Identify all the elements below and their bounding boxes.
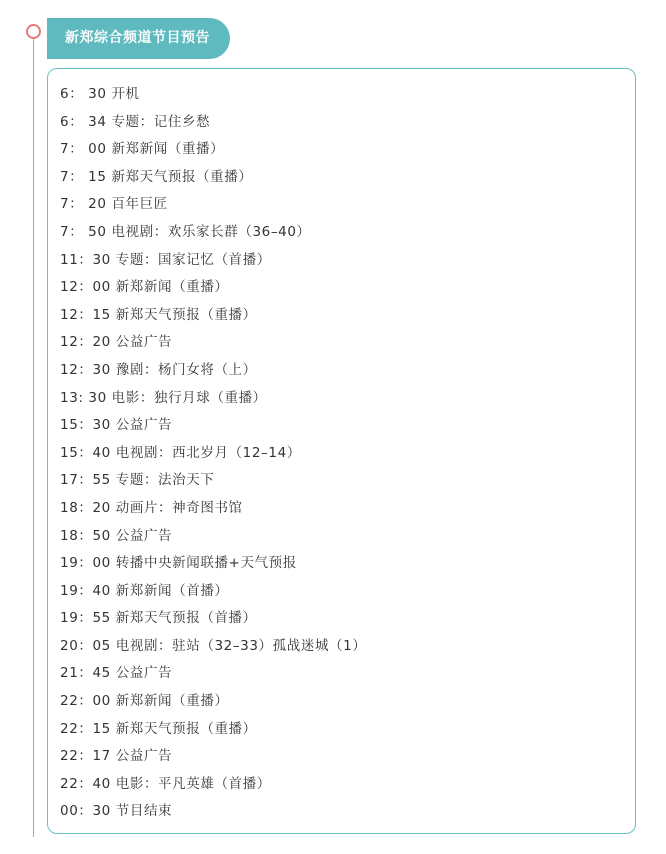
schedule-item: 17：55 专题：法治天下 [60,472,215,489]
schedule-item: 18：50 公益广告 [60,527,173,544]
schedule-item: 12：00 新郑新闻（重播） [60,279,229,296]
page-title: 新郑综合频道节目预告 [47,18,230,59]
schedule-item: 20：05 电视剧：驻站（32–33）孤战迷城（1） [60,637,367,654]
schedule-item: 22：40 电影：平凡英雄（首播） [60,775,271,792]
schedule-item: 22：15 新郑天气预报（重播） [60,720,257,737]
schedule-item: 11：30 专题：国家记忆（首播） [60,251,271,268]
schedule-item: 7： 20 百年巨匠 [60,196,168,213]
schedule-item: 19：00 转播中央新闻联播+天气预报 [60,555,297,572]
schedule-item: 12：30 豫剧：杨门女将（上） [60,361,257,378]
schedule-item: 19：55 新郑天气预报（首播） [60,610,257,627]
schedule-item: 21：45 公益广告 [60,665,173,682]
timeline-line [33,37,34,837]
schedule-item: 7： 00 新郑新闻（重播） [60,141,225,158]
schedule-item: 00：30 节目结束 [60,803,173,820]
schedule-item: 6： 30 开机 [60,86,140,102]
schedule-item: 12：15 新郑天气预报（重播） [60,306,257,323]
schedule-box [47,68,636,834]
schedule-item: 19：40 新郑新闻（首播） [60,582,229,599]
schedule-item: 15：40 电视剧：西北岁月（12–14） [60,444,301,461]
schedule-item: 7： 15 新郑天气预报（重播） [60,168,253,185]
schedule-item: 13: 30 电影：独行月球（重播） [60,389,267,406]
schedule-item: 15：30 公益广告 [60,417,173,434]
timeline-dot [26,24,41,39]
schedule-list [60,81,366,826]
schedule-item: 7： 50 电视剧：欢乐家长群（36–40） [60,223,311,240]
schedule-item: 22：00 新郑新闻（重播） [60,693,229,710]
schedule-item: 6： 34 专题：记住乡愁 [60,113,211,130]
schedule-item: 22：17 公益广告 [60,748,173,765]
schedule-item: 18：20 动画片：神奇图书馆 [60,499,243,516]
schedule-item: 12：20 公益广告 [60,334,173,351]
